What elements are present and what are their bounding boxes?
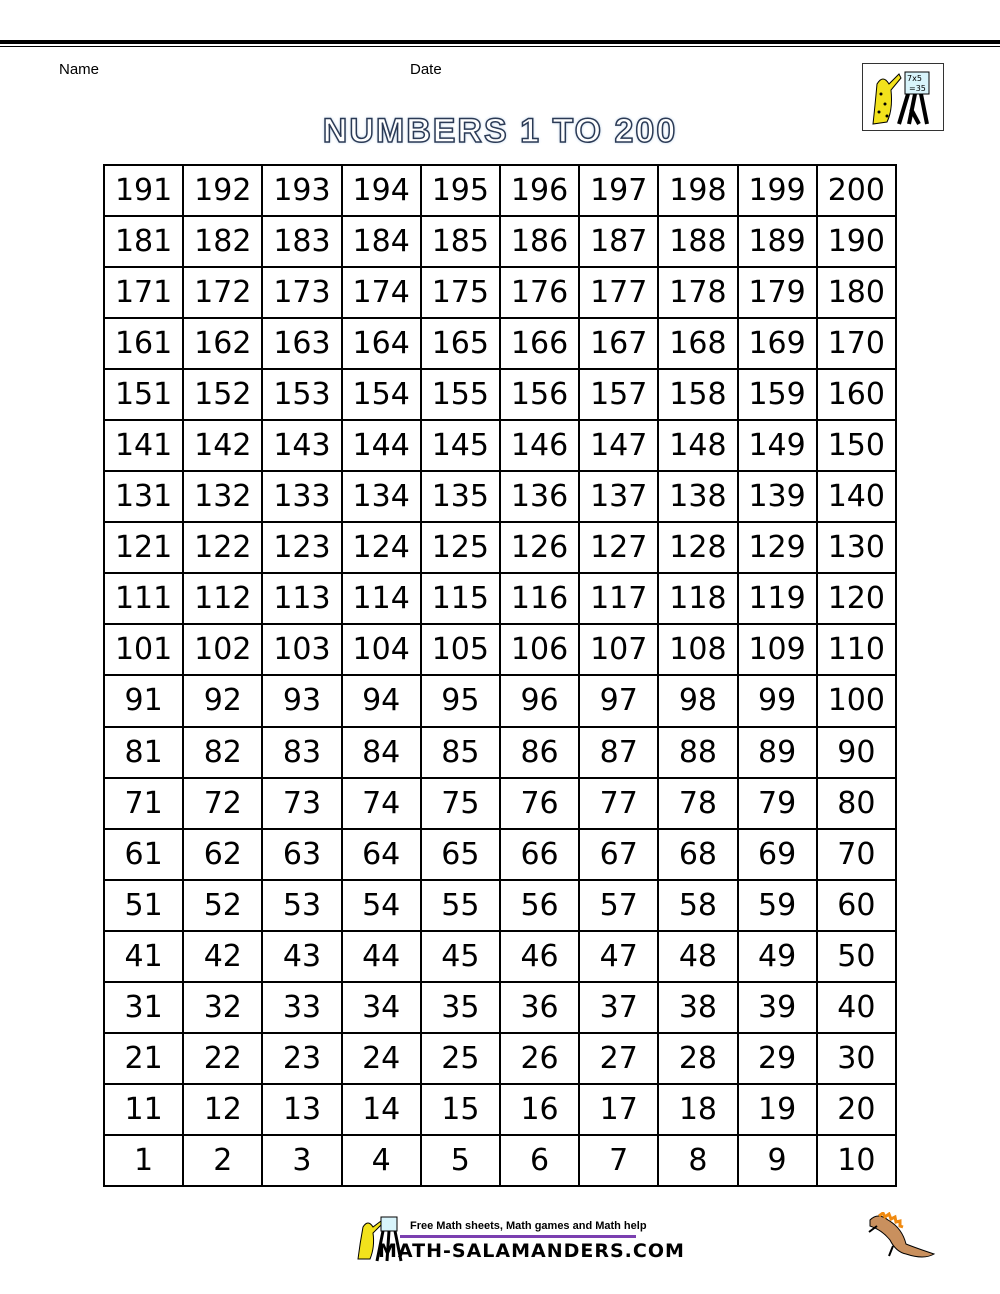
grid-cell: 74 xyxy=(342,778,421,829)
grid-cell: 116 xyxy=(500,573,579,624)
grid-cell: 138 xyxy=(658,471,737,522)
grid-cell: 146 xyxy=(500,420,579,471)
grid-cell: 44 xyxy=(342,931,421,982)
grid-cell: 147 xyxy=(579,420,658,471)
grid-row xyxy=(104,573,896,624)
grid-cell: 57 xyxy=(579,880,658,931)
grid-cell: 27 xyxy=(579,1033,658,1084)
grid-cell: 96 xyxy=(500,675,579,726)
grid-cell: 81 xyxy=(104,727,183,778)
grid-cell: 127 xyxy=(579,522,658,573)
footer-divider xyxy=(400,1235,636,1238)
grid-cell: 123 xyxy=(262,522,341,573)
grid-cell: 31 xyxy=(104,982,183,1033)
grid-cell: 47 xyxy=(579,931,658,982)
grid-row xyxy=(104,369,896,420)
grid-row xyxy=(104,165,896,216)
grid-cell: 4 xyxy=(342,1135,421,1186)
grid-cell: 38 xyxy=(658,982,737,1033)
grid-cell: 20 xyxy=(817,1084,896,1135)
grid-cell: 68 xyxy=(658,829,737,880)
grid-cell: 192 xyxy=(183,165,262,216)
grid-cell: 43 xyxy=(262,931,341,982)
grid-cell: 187 xyxy=(579,216,658,267)
grid-cell: 108 xyxy=(658,624,737,675)
grid-cell: 178 xyxy=(658,267,737,318)
grid-cell: 8 xyxy=(658,1135,737,1186)
grid-cell: 155 xyxy=(421,369,500,420)
grid-cell: 39 xyxy=(738,982,817,1033)
grid-cell: 65 xyxy=(421,829,500,880)
grid-cell: 97 xyxy=(579,675,658,726)
grid-cell: 163 xyxy=(262,318,341,369)
grid-cell: 12 xyxy=(183,1084,262,1135)
grid-cell: 181 xyxy=(104,216,183,267)
grid-cell: 11 xyxy=(104,1084,183,1135)
grid-cell: 84 xyxy=(342,727,421,778)
grid-row xyxy=(104,1135,896,1186)
grid-row xyxy=(104,727,896,778)
grid-cell: 51 xyxy=(104,880,183,931)
grid-cell: 14 xyxy=(342,1084,421,1135)
grid-cell: 36 xyxy=(500,982,579,1033)
grid-cell: 28 xyxy=(658,1033,737,1084)
grid-cell: 75 xyxy=(421,778,500,829)
salamander-icon xyxy=(865,1212,940,1262)
grid-cell: 131 xyxy=(104,471,183,522)
grid-cell: 13 xyxy=(262,1084,341,1135)
grid-cell: 124 xyxy=(342,522,421,573)
grid-cell: 82 xyxy=(183,727,262,778)
grid-cell: 102 xyxy=(183,624,262,675)
grid-cell: 132 xyxy=(183,471,262,522)
grid-cell: 52 xyxy=(183,880,262,931)
svg-text:=35: =35 xyxy=(909,84,926,93)
grid-cell: 174 xyxy=(342,267,421,318)
grid-cell: 156 xyxy=(500,369,579,420)
grid-cell: 34 xyxy=(342,982,421,1033)
grid-cell: 166 xyxy=(500,318,579,369)
grid-cell: 122 xyxy=(183,522,262,573)
grid-row xyxy=(104,624,896,675)
grid-cell: 41 xyxy=(104,931,183,982)
grid-cell: 115 xyxy=(421,573,500,624)
grid-cell: 1 xyxy=(104,1135,183,1186)
grid-cell: 199 xyxy=(738,165,817,216)
grid-cell: 101 xyxy=(104,624,183,675)
header-rule-thin xyxy=(0,46,1000,47)
grid-cell: 130 xyxy=(817,522,896,573)
grid-cell: 186 xyxy=(500,216,579,267)
grid-cell: 5 xyxy=(421,1135,500,1186)
grid-cell: 111 xyxy=(104,573,183,624)
grid-cell: 154 xyxy=(342,369,421,420)
grid-cell: 26 xyxy=(500,1033,579,1084)
grid-cell: 143 xyxy=(262,420,341,471)
grid-cell: 85 xyxy=(421,727,500,778)
grid-cell: 169 xyxy=(738,318,817,369)
grid-cell: 182 xyxy=(183,216,262,267)
grid-row xyxy=(104,675,896,726)
grid-cell: 173 xyxy=(262,267,341,318)
footer-site-name: MATH-SALAMANDERS.COM xyxy=(378,1240,685,1262)
grid-cell: 22 xyxy=(183,1033,262,1084)
grid-cell: 172 xyxy=(183,267,262,318)
grid-cell: 95 xyxy=(421,675,500,726)
grid-cell: 92 xyxy=(183,675,262,726)
grid-cell: 73 xyxy=(262,778,341,829)
grid-cell: 62 xyxy=(183,829,262,880)
grid-cell: 120 xyxy=(817,573,896,624)
grid-row xyxy=(104,931,896,982)
grid-cell: 37 xyxy=(579,982,658,1033)
grid-cell: 149 xyxy=(738,420,817,471)
grid-cell: 80 xyxy=(817,778,896,829)
grid-cell: 99 xyxy=(738,675,817,726)
grid-cell: 100 xyxy=(817,675,896,726)
grid-cell: 150 xyxy=(817,420,896,471)
grid-cell: 29 xyxy=(738,1033,817,1084)
grid-cell: 53 xyxy=(262,880,341,931)
grid-cell: 189 xyxy=(738,216,817,267)
grid-cell: 136 xyxy=(500,471,579,522)
grid-cell: 137 xyxy=(579,471,658,522)
grid-cell: 16 xyxy=(500,1084,579,1135)
grid-row xyxy=(104,778,896,829)
grid-cell: 133 xyxy=(262,471,341,522)
grid-cell: 69 xyxy=(738,829,817,880)
grid-cell: 78 xyxy=(658,778,737,829)
grid-cell: 94 xyxy=(342,675,421,726)
grid-cell: 151 xyxy=(104,369,183,420)
grid-row xyxy=(104,982,896,1033)
grid-cell: 45 xyxy=(421,931,500,982)
grid-cell: 184 xyxy=(342,216,421,267)
grid-row xyxy=(104,880,896,931)
grid-cell: 152 xyxy=(183,369,262,420)
grid-cell: 158 xyxy=(658,369,737,420)
grid-cell: 140 xyxy=(817,471,896,522)
grid-cell: 17 xyxy=(579,1084,658,1135)
grid-cell: 66 xyxy=(500,829,579,880)
grid-cell: 88 xyxy=(658,727,737,778)
grid-cell: 35 xyxy=(421,982,500,1033)
grid-cell: 2 xyxy=(183,1135,262,1186)
grid-cell: 103 xyxy=(262,624,341,675)
grid-cell: 113 xyxy=(262,573,341,624)
grid-cell: 191 xyxy=(104,165,183,216)
grid-cell: 89 xyxy=(738,727,817,778)
grid-cell: 176 xyxy=(500,267,579,318)
grid-cell: 98 xyxy=(658,675,737,726)
grid-cell: 125 xyxy=(421,522,500,573)
grid-cell: 49 xyxy=(738,931,817,982)
grid-cell: 165 xyxy=(421,318,500,369)
grid-cell: 118 xyxy=(658,573,737,624)
grid-cell: 144 xyxy=(342,420,421,471)
grid-cell: 141 xyxy=(104,420,183,471)
grid-cell: 33 xyxy=(262,982,341,1033)
grid-cell: 153 xyxy=(262,369,341,420)
grid-cell: 167 xyxy=(579,318,658,369)
grid-cell: 48 xyxy=(658,931,737,982)
grid-cell: 195 xyxy=(421,165,500,216)
grid-cell: 139 xyxy=(738,471,817,522)
grid-cell: 93 xyxy=(262,675,341,726)
grid-cell: 21 xyxy=(104,1033,183,1084)
grid-cell: 6 xyxy=(500,1135,579,1186)
grid-cell: 157 xyxy=(579,369,658,420)
grid-cell: 126 xyxy=(500,522,579,573)
grid-cell: 110 xyxy=(817,624,896,675)
grid-cell: 198 xyxy=(658,165,737,216)
grid-cell: 135 xyxy=(421,471,500,522)
grid-cell: 90 xyxy=(817,727,896,778)
grid-cell: 142 xyxy=(183,420,262,471)
grid-row xyxy=(104,1084,896,1135)
grid-cell: 7 xyxy=(579,1135,658,1186)
grid-cell: 61 xyxy=(104,829,183,880)
grid-row xyxy=(104,829,896,880)
grid-row xyxy=(104,1033,896,1084)
grid-cell: 79 xyxy=(738,778,817,829)
grid-cell: 56 xyxy=(500,880,579,931)
grid-cell: 104 xyxy=(342,624,421,675)
grid-cell: 106 xyxy=(500,624,579,675)
grid-cell: 148 xyxy=(658,420,737,471)
grid-cell: 67 xyxy=(579,829,658,880)
grid-cell: 25 xyxy=(421,1033,500,1084)
grid-cell: 128 xyxy=(658,522,737,573)
grid-cell: 188 xyxy=(658,216,737,267)
grid-cell: 117 xyxy=(579,573,658,624)
grid-cell: 70 xyxy=(817,829,896,880)
grid-cell: 162 xyxy=(183,318,262,369)
grid-cell: 32 xyxy=(183,982,262,1033)
grid-cell: 46 xyxy=(500,931,579,982)
grid-cell: 60 xyxy=(817,880,896,931)
grid-cell: 171 xyxy=(104,267,183,318)
grid-cell: 83 xyxy=(262,727,341,778)
number-grid xyxy=(103,164,897,1187)
grid-cell: 185 xyxy=(421,216,500,267)
date-label: Date xyxy=(410,61,442,78)
grid-cell: 119 xyxy=(738,573,817,624)
grid-cell: 76 xyxy=(500,778,579,829)
grid-cell: 129 xyxy=(738,522,817,573)
grid-cell: 59 xyxy=(738,880,817,931)
grid-cell: 196 xyxy=(500,165,579,216)
grid-cell: 58 xyxy=(658,880,737,931)
page-title: NUMBERS 1 TO 200 xyxy=(322,112,678,150)
grid-cell: 30 xyxy=(817,1033,896,1084)
grid-cell: 42 xyxy=(183,931,262,982)
grid-cell: 54 xyxy=(342,880,421,931)
grid-cell: 114 xyxy=(342,573,421,624)
grid-cell: 170 xyxy=(817,318,896,369)
grid-cell: 183 xyxy=(262,216,341,267)
grid-row xyxy=(104,522,896,573)
grid-row xyxy=(104,267,896,318)
footer-tagline: Free Math sheets, Math games and Math help xyxy=(410,1220,647,1232)
grid-cell: 177 xyxy=(579,267,658,318)
header-rule-thick xyxy=(0,40,1000,44)
grid-cell: 112 xyxy=(183,573,262,624)
grid-cell: 193 xyxy=(262,165,341,216)
grid-cell: 180 xyxy=(817,267,896,318)
grid-cell: 121 xyxy=(104,522,183,573)
grid-cell: 10 xyxy=(817,1135,896,1186)
grid-cell: 160 xyxy=(817,369,896,420)
grid-cell: 19 xyxy=(738,1084,817,1135)
grid-cell: 134 xyxy=(342,471,421,522)
grid-cell: 105 xyxy=(421,624,500,675)
grid-cell: 40 xyxy=(817,982,896,1033)
grid-cell: 91 xyxy=(104,675,183,726)
grid-cell: 50 xyxy=(817,931,896,982)
grid-cell: 55 xyxy=(421,880,500,931)
grid-cell: 161 xyxy=(104,318,183,369)
grid-cell: 18 xyxy=(658,1084,737,1135)
grid-cell: 72 xyxy=(183,778,262,829)
grid-row xyxy=(104,216,896,267)
grid-cell: 164 xyxy=(342,318,421,369)
grid-cell: 194 xyxy=(342,165,421,216)
grid-cell: 64 xyxy=(342,829,421,880)
grid-row xyxy=(104,471,896,522)
grid-cell: 145 xyxy=(421,420,500,471)
grid-cell: 175 xyxy=(421,267,500,318)
grid-cell: 190 xyxy=(817,216,896,267)
grid-row xyxy=(104,420,896,471)
grid-cell: 87 xyxy=(579,727,658,778)
grid-cell: 9 xyxy=(738,1135,817,1186)
grid-cell: 200 xyxy=(817,165,896,216)
grid-cell: 107 xyxy=(579,624,658,675)
svg-text:7x5: 7x5 xyxy=(907,74,922,83)
grid-row xyxy=(104,318,896,369)
grid-cell: 86 xyxy=(500,727,579,778)
grid-cell: 168 xyxy=(658,318,737,369)
grid-cell: 15 xyxy=(421,1084,500,1135)
grid-cell: 109 xyxy=(738,624,817,675)
grid-cell: 23 xyxy=(262,1033,341,1084)
grid-cell: 63 xyxy=(262,829,341,880)
name-label: Name xyxy=(59,61,100,78)
grid-cell: 197 xyxy=(579,165,658,216)
grid-cell: 179 xyxy=(738,267,817,318)
grid-cell: 77 xyxy=(579,778,658,829)
grid-cell: 24 xyxy=(342,1033,421,1084)
grid-cell: 159 xyxy=(738,369,817,420)
grid-cell: 3 xyxy=(262,1135,341,1186)
grid-cell: 71 xyxy=(104,778,183,829)
